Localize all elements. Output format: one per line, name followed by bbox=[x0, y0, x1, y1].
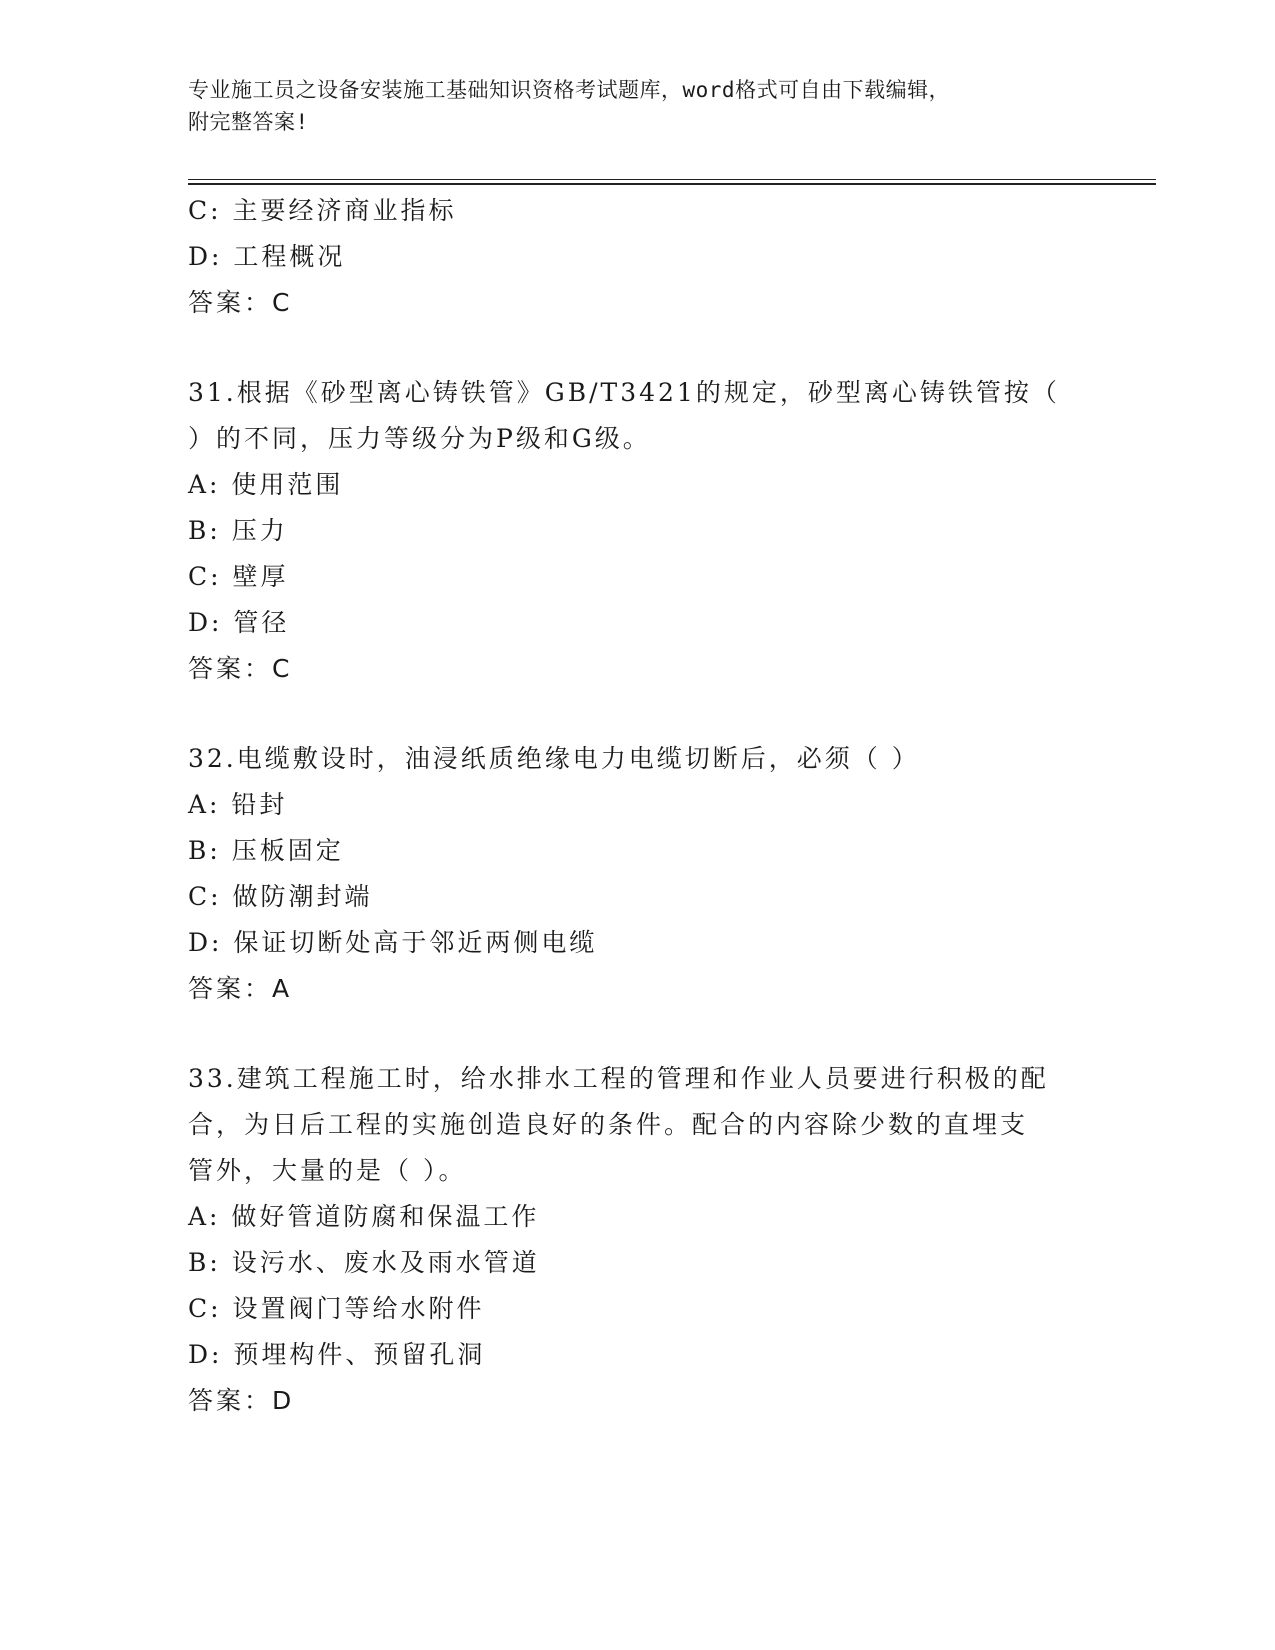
option-d: D: 预埋构件、预留孔洞 bbox=[188, 1340, 486, 1369]
option-c: C: 做防潮封端 bbox=[188, 882, 373, 911]
option-a: A: 做好管道防腐和保温工作 bbox=[188, 1202, 540, 1231]
answer-line: 答案：C bbox=[188, 654, 293, 683]
question-text: 31.根据《砂型离心铸铁管》GB/T3421的规定，砂型离心铸铁管按（ bbox=[188, 378, 1060, 407]
header-divider-thick bbox=[188, 183, 1156, 185]
option-b: B: 设污水、废水及雨水管道 bbox=[188, 1248, 540, 1277]
header-line-1: 专业施工员之设备安装施工基础知识资格考试题库，word格式可自由下载编辑， bbox=[188, 78, 951, 102]
option-b: B: 压板固定 bbox=[188, 836, 344, 865]
option-a: A: 使用范围 bbox=[188, 470, 344, 499]
document-header bbox=[188, 74, 1068, 138]
question-text: 合，为日后工程的实施创造良好的条件。配合的内容除少数的直埋支 bbox=[188, 1110, 1029, 1139]
option-d: D: 管径 bbox=[188, 608, 290, 637]
answer-line: 答案：C bbox=[188, 288, 293, 317]
option-c: C: 主要经济商业指标 bbox=[188, 196, 457, 225]
question-text: 32.电缆敷设时，油浸纸质绝缘电力电缆切断后，必须（ ） bbox=[188, 744, 920, 773]
question-text: ）的不同，压力等级分为P级和G级。 bbox=[188, 424, 651, 453]
question-block-32 bbox=[188, 736, 1088, 1012]
header-divider-thin bbox=[188, 179, 1156, 180]
option-b: B: 压力 bbox=[188, 516, 288, 545]
answer-line: 答案：A bbox=[188, 974, 293, 1003]
option-c: C: 设置阀门等给水附件 bbox=[188, 1294, 485, 1323]
header-line-2: 附完整答案! bbox=[188, 110, 309, 134]
option-a: A: 铅封 bbox=[188, 790, 288, 819]
answer-line: 答案：D bbox=[188, 1386, 295, 1415]
option-c: C: 壁厚 bbox=[188, 562, 289, 591]
option-d: D: 工程概况 bbox=[188, 242, 346, 271]
question-text: 管外，大量的是（ ）。 bbox=[188, 1156, 467, 1185]
question-block-31 bbox=[188, 370, 1088, 692]
question-text: 33.建筑工程施工时，给水排水工程的管理和作业人员要进行积极的配 bbox=[188, 1064, 1049, 1093]
question-list bbox=[188, 188, 1088, 1424]
option-d: D: 保证切断处高于邻近两侧电缆 bbox=[188, 928, 598, 957]
question-block-33 bbox=[188, 1056, 1088, 1424]
question-block-prev bbox=[188, 188, 1088, 326]
